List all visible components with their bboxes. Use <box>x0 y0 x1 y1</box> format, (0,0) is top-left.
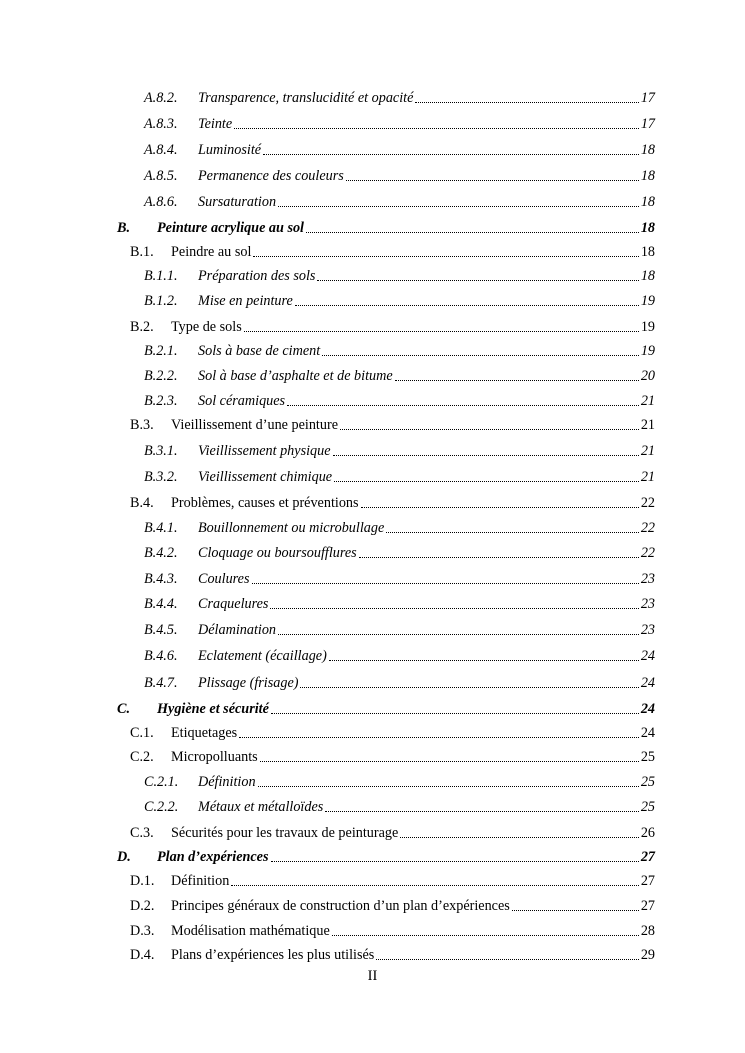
toc-entry-page: 26 <box>640 825 655 841</box>
toc-entry-title: Plans d’expériences les plus utilisés <box>171 947 375 963</box>
toc-entry-page: 28 <box>640 923 655 939</box>
dot-leader <box>512 909 639 911</box>
dot-leader <box>386 531 639 533</box>
toc-entry[interactable] <box>0 696 745 718</box>
toc-entry-number: B.2.3. <box>144 393 178 409</box>
toc-entry-number: D.3. <box>130 923 155 939</box>
dot-leader <box>395 379 639 381</box>
toc-entry-title: Sursaturation <box>198 194 277 210</box>
toc-entry-page: 19 <box>640 319 655 335</box>
dot-leader <box>329 659 639 661</box>
toc-entry-page: 17 <box>640 116 655 132</box>
toc-entry[interactable] <box>0 540 745 562</box>
dot-leader <box>278 205 639 207</box>
toc-entry[interactable] <box>0 515 745 537</box>
toc-entry-number: B.4.6. <box>144 648 178 664</box>
toc-entry-title: Eclatement (écaillage) <box>198 648 327 664</box>
toc-entry-page: 24 <box>640 648 655 664</box>
toc-entry-title: Luminosité <box>198 142 262 158</box>
dot-leader <box>333 454 639 456</box>
toc-entry-number: A.8.4. <box>144 142 178 158</box>
toc-entry[interactable] <box>0 868 745 890</box>
toc-entry[interactable] <box>0 591 745 613</box>
toc-entry[interactable] <box>0 464 745 486</box>
dot-leader <box>295 304 639 306</box>
dot-leader <box>252 582 639 584</box>
toc-entry-page: 22 <box>640 495 655 511</box>
toc-entry-number: C.2. <box>130 749 154 765</box>
toc-entry-page: 21 <box>640 393 655 409</box>
toc-entry-page: 18 <box>640 244 655 260</box>
toc-entry-title: Sécurités pour les travaux de peinturage <box>171 825 399 841</box>
toc-entry-page: 27 <box>640 849 655 865</box>
toc-entry-number: A.8.2. <box>144 90 178 106</box>
toc-entry-title: Micropolluants <box>171 749 258 765</box>
toc-entry[interactable] <box>0 918 745 940</box>
toc-entry-number: B.2. <box>130 319 154 335</box>
toc-entry[interactable] <box>0 189 745 211</box>
toc-entry[interactable] <box>0 670 745 692</box>
toc-entry-page: 22 <box>640 520 655 536</box>
toc-entry-number: B.4.3. <box>144 571 178 587</box>
toc-entry-number: C.2.2. <box>144 799 179 815</box>
dot-leader <box>334 480 639 482</box>
toc-entry[interactable] <box>0 288 745 310</box>
dot-leader <box>346 179 639 181</box>
toc-entry-page: 22 <box>640 545 655 561</box>
dot-leader <box>270 607 638 609</box>
dot-leader <box>253 255 638 257</box>
toc-entry-number: C.2.1. <box>144 774 179 790</box>
dot-leader <box>244 330 639 332</box>
toc-entry-page: 27 <box>640 898 655 914</box>
toc-entry-number: B.3. <box>130 417 154 433</box>
toc-entry[interactable] <box>0 85 745 107</box>
toc-entry-page: 24 <box>640 725 655 741</box>
dot-leader <box>239 736 639 738</box>
toc-entry-number: B.4.1. <box>144 520 178 536</box>
toc-entry-number: B. <box>117 220 131 236</box>
dot-leader <box>231 884 638 886</box>
toc-entry-page: 20 <box>640 368 655 384</box>
page-number: II <box>367 968 378 984</box>
toc-entry-number: C.3. <box>130 825 154 841</box>
toc-entry[interactable] <box>0 720 745 742</box>
toc-entry[interactable] <box>0 794 745 816</box>
toc-entry-title: Sols à base de ciment <box>198 343 321 359</box>
dot-leader <box>322 354 639 356</box>
toc-entry-number: D.4. <box>130 947 155 963</box>
dot-leader <box>306 231 639 233</box>
toc-entry-title: Peindre au sol <box>171 244 252 260</box>
toc-entry-page: 18 <box>640 268 655 284</box>
toc-entry-title: Coulures <box>198 571 250 587</box>
toc-entry-title: Délamination <box>198 622 277 638</box>
dot-leader <box>260 760 639 762</box>
toc-entry-title: Etiquetages <box>171 725 238 741</box>
toc-entry[interactable] <box>0 263 745 285</box>
toc-entry[interactable] <box>0 942 745 964</box>
toc-entry-page: 23 <box>640 571 655 587</box>
toc-entry-number: B.3.2. <box>144 469 178 485</box>
toc-entry-number: D. <box>117 849 131 865</box>
toc-entry-number: B.4.2. <box>144 545 178 561</box>
toc-entry-page: 24 <box>640 701 655 717</box>
toc-entry[interactable] <box>0 388 745 410</box>
toc-entry-page: 21 <box>640 443 655 459</box>
toc-entry-number: B.3.1. <box>144 443 178 459</box>
toc-entry[interactable] <box>0 769 745 791</box>
toc-entry-title: Définition <box>198 774 256 790</box>
toc-entry-title: Plan d’expériences <box>157 849 269 865</box>
toc-entry[interactable] <box>0 314 745 336</box>
toc-entry-page: 23 <box>640 596 655 612</box>
toc-entry-title: Type de sols <box>171 319 242 335</box>
toc-entry-title: Teinte <box>198 116 233 132</box>
toc-entry-title: Transparence, translucidité et opacité <box>198 90 414 106</box>
toc-entry-page: 27 <box>640 873 655 889</box>
toc-entry[interactable] <box>0 338 745 360</box>
toc-entry-number: B.1.1. <box>144 268 178 284</box>
toc-entry-title: Modélisation mathématique <box>171 923 330 939</box>
dot-leader <box>415 101 638 103</box>
toc-entry-title: Définition <box>171 873 230 889</box>
toc-entry-title: Sol céramiques <box>198 393 286 409</box>
toc-entry[interactable] <box>0 163 745 185</box>
toc-entry[interactable] <box>0 137 745 159</box>
toc-entry-page: 29 <box>640 947 655 963</box>
toc-entry-page: 18 <box>640 168 655 184</box>
toc-entry-number: B.4.5. <box>144 622 178 638</box>
toc-entry-page: 18 <box>640 220 655 236</box>
toc-entry[interactable] <box>0 643 745 665</box>
dot-leader <box>263 153 639 155</box>
toc-entry[interactable] <box>0 893 745 915</box>
toc-entry-number: A.8.5. <box>144 168 178 184</box>
toc-entry-number: A.8.6. <box>144 194 178 210</box>
toc-entry-title: Vieillissement chimique <box>198 469 333 485</box>
dot-leader <box>361 506 639 508</box>
toc-entry-title: Sol à base d’asphalte et de bitume <box>198 368 393 384</box>
toc-entry-title: Vieillissement d’une peinture <box>171 417 338 433</box>
toc-entry-title: Hygiène et sécurité <box>157 701 269 717</box>
dot-leader <box>400 836 639 838</box>
toc-entry-number: B.1. <box>130 244 154 260</box>
toc-entry-number: B.4. <box>130 495 154 511</box>
toc-entry-page: 23 <box>640 622 655 638</box>
toc-entry[interactable] <box>0 363 745 385</box>
toc-entry-title: Problèmes, causes et préventions <box>171 495 359 511</box>
toc-entry-title: Plissage (frisage) <box>198 675 299 691</box>
toc-entry-title: Cloquage ou boursoufflures <box>198 545 357 561</box>
toc-entry-number: C. <box>117 701 131 717</box>
dot-leader <box>300 686 638 688</box>
toc-entry-page: 18 <box>640 194 655 210</box>
toc-entry-title: Métaux et métalloïdes <box>198 799 324 815</box>
dot-leader <box>278 633 639 635</box>
toc-entry[interactable] <box>0 412 745 434</box>
dot-leader <box>271 860 639 862</box>
dot-leader <box>287 404 639 406</box>
toc-entry-page: 18 <box>640 142 655 158</box>
toc-entry-number: B.4.7. <box>144 675 178 691</box>
dot-leader <box>325 810 639 812</box>
toc-entry[interactable] <box>0 744 745 766</box>
toc-entry-title: Peinture acrylique au sol <box>157 220 305 236</box>
dot-leader <box>234 127 639 129</box>
toc-entry-title: Mise en peinture <box>198 293 293 309</box>
toc-entry[interactable] <box>0 820 745 842</box>
toc-entry-number: B.2.1. <box>144 343 178 359</box>
toc-entry[interactable] <box>0 111 745 133</box>
toc-entry-number: B.1.2. <box>144 293 178 309</box>
toc-entry-page: 25 <box>640 774 655 790</box>
toc-entry-number: B.2.2. <box>144 368 178 384</box>
dot-leader <box>317 279 638 281</box>
toc-entry-page: 25 <box>640 799 655 815</box>
toc-entry-page: 21 <box>640 417 655 433</box>
toc-entry-page: 19 <box>640 343 655 359</box>
toc-entry-title: Vieillissement physique <box>198 443 331 459</box>
toc-entry-title: Préparation des sols <box>198 268 316 284</box>
toc-entry-number: D.2. <box>130 898 155 914</box>
dot-leader <box>359 556 639 558</box>
toc-entry-number: C.1. <box>130 725 154 741</box>
toc-entry-title: Principes généraux de construction d’un plan d’expériences <box>171 898 510 914</box>
toc-entry-title: Bouillonnement ou microbullage <box>198 520 385 536</box>
dot-leader <box>271 712 639 714</box>
dot-leader <box>376 958 638 960</box>
toc-entry[interactable] <box>0 566 745 588</box>
toc-entry[interactable] <box>0 490 745 512</box>
toc-entry-number: A.8.3. <box>144 116 178 132</box>
toc-entry[interactable] <box>0 239 745 261</box>
toc-entry-page: 17 <box>640 90 655 106</box>
toc-entry-page: 21 <box>640 469 655 485</box>
toc-entry-title: Craquelures <box>198 596 269 612</box>
toc-entry-page: 19 <box>640 293 655 309</box>
dot-leader <box>332 934 639 936</box>
toc-entry[interactable] <box>0 438 745 460</box>
dot-leader <box>258 785 639 787</box>
toc-entry-number: D.1. <box>130 873 155 889</box>
toc-entry[interactable] <box>0 215 745 237</box>
toc-entry[interactable] <box>0 844 745 866</box>
toc-entry-number: B.4.4. <box>144 596 178 612</box>
dot-leader <box>340 428 639 430</box>
toc-entry-page: 24 <box>640 675 655 691</box>
toc-entry[interactable] <box>0 617 745 639</box>
toc-entry-title: Permanence des couleurs <box>198 168 344 184</box>
toc-entry-page: 25 <box>640 749 655 765</box>
